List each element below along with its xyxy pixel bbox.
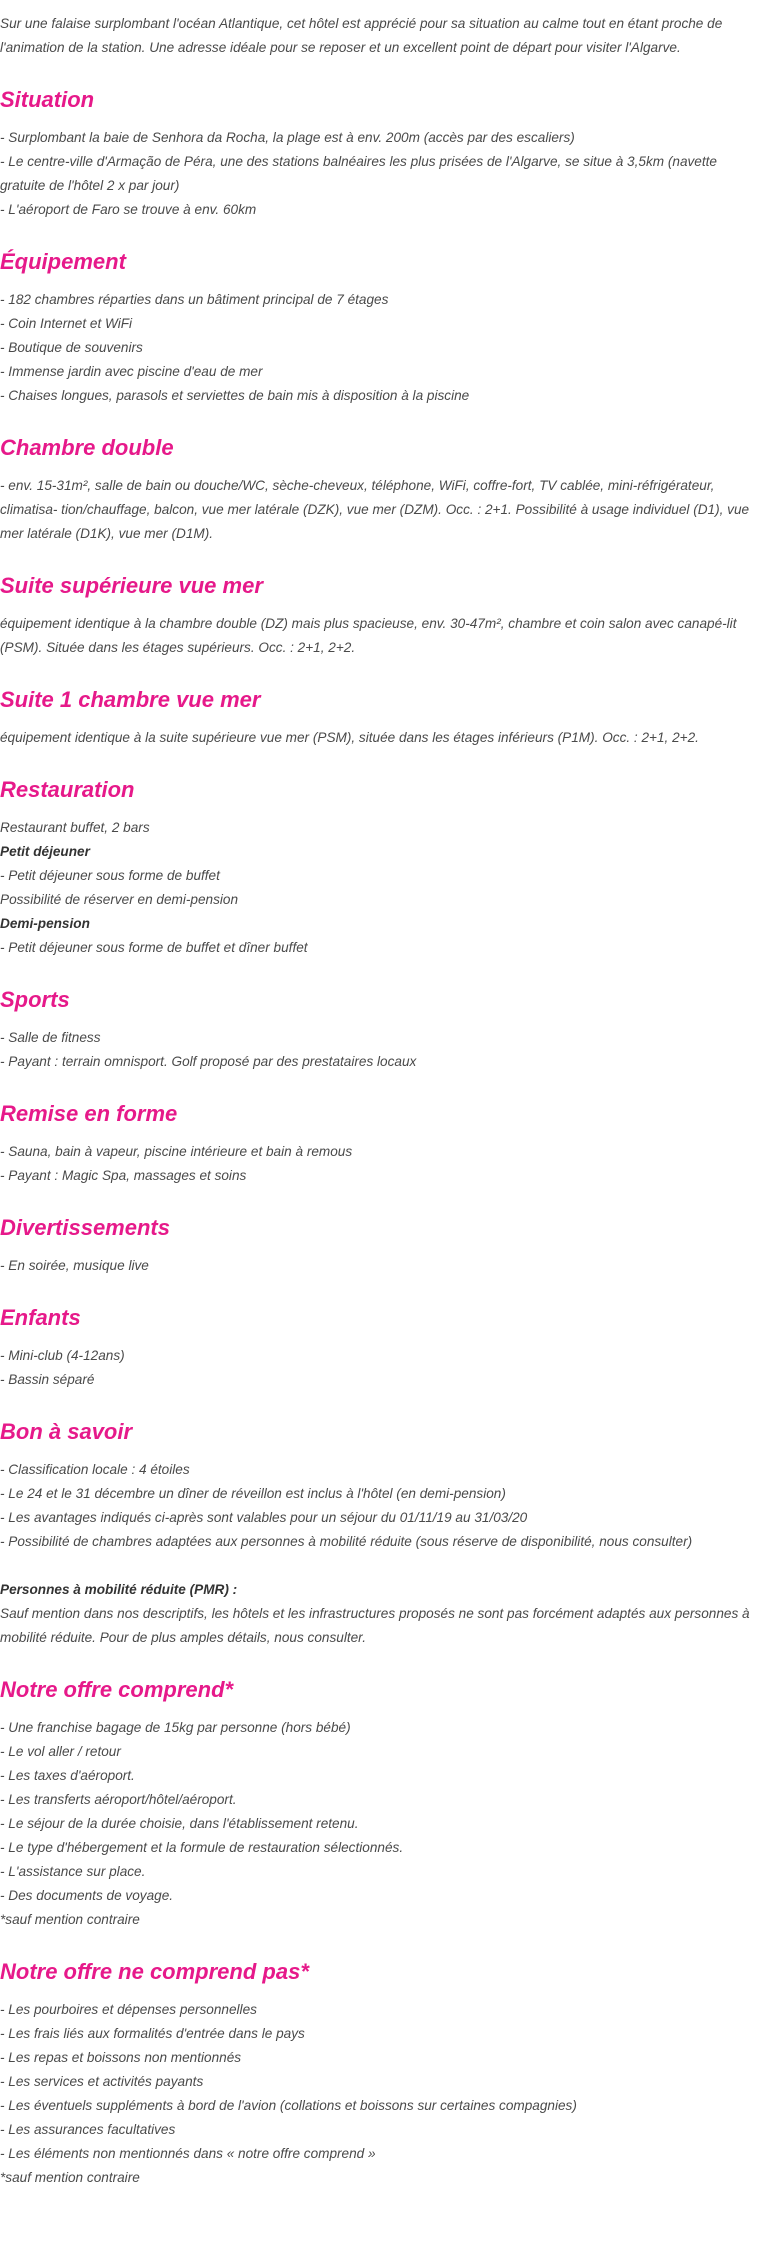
- text-line: *sauf mention contraire: [0, 1912, 140, 1927]
- text-line: - Payant : terrain omnisport. Golf proposé par des prestataires locaux: [0, 1054, 417, 1069]
- text-line: - Bassin séparé: [0, 1372, 95, 1387]
- text-line: - Le séjour de la durée choisie, dans l'établissement retenu.: [0, 1816, 359, 1831]
- section-body: [0, 1140, 758, 1188]
- section-heading: Équipement: [0, 249, 126, 274]
- text-line: *sauf mention contraire: [0, 2170, 140, 2185]
- text-line: - 182 chambres réparties dans un bâtiment principal de 7 étages: [0, 292, 389, 307]
- text-line: - Boutique de souvenirs: [0, 340, 143, 355]
- section-heading: Remise en forme: [0, 1101, 178, 1126]
- text-line: - Mini-club (4-12ans): [0, 1348, 125, 1363]
- text-line: - Chaises longues, parasols et serviettes de bain mis à disposition à la piscine: [0, 388, 470, 403]
- section-10: [0, 1418, 758, 1650]
- text-line: - Les taxes d'aéroport.: [0, 1768, 135, 1783]
- text-line: - Le type d'hébergement et la formule de restauration sélectionnés.: [0, 1840, 404, 1855]
- text-line: - Immense jardin avec piscine d'eau de mer: [0, 364, 263, 379]
- text-line: équipement identique à la chambre double (DZ) mais plus spacieuse, env. 30-47m², chambre et coin salon avec canapé-lit (PSM). Située dans les étages supérieurs. Occ. : 2+1, 2+2.: [0, 616, 737, 655]
- text-line: - Les transferts aéroport/hôtel/aéroport.: [0, 1792, 237, 1807]
- text-line: - Le 24 et le 31 décembre un dîner de réveillon est inclus à l'hôtel (en demi-pension): [0, 1486, 506, 1501]
- section-2: [0, 434, 758, 546]
- section-body: [0, 612, 758, 660]
- text-line: - Les frais liés aux formalités d'entrée dans le pays: [0, 2026, 305, 2041]
- section-body: [0, 1458, 758, 1650]
- section-5: [0, 776, 758, 960]
- section-body: [0, 1344, 758, 1392]
- text-line: - Sauna, bain à vapeur, piscine intérieure et bain à remous: [0, 1144, 353, 1159]
- sections-container: [0, 86, 758, 2190]
- text-line: - Petit déjeuner sous forme de buffet et dîner buffet: [0, 940, 308, 955]
- section-body: [0, 288, 758, 408]
- intro-paragraph: Sur une falaise surplombant l'océan Atlantique, cet hôtel est apprécié pour sa situation au calme tout en étant proche de l'animation de la station. Une adresse idéale pour se reposer et un excellent point de départ pour visiter l'Algarve.: [0, 16, 723, 55]
- section-4: [0, 686, 758, 750]
- section-heading: Restauration: [0, 777, 135, 802]
- text-line: - Salle de fitness: [0, 1030, 101, 1045]
- text-line: - Les éléments non mentionnés dans « notre offre comprend »: [0, 2146, 376, 2161]
- section-heading: Notre offre ne comprend pas*: [0, 1959, 309, 1984]
- section-heading: Chambre double: [0, 435, 174, 460]
- text-line: - Surplombant la baie de Senhora da Rocha, la plage est à env. 200m (accès par des escaliers): [0, 130, 575, 145]
- section-body: [0, 1254, 758, 1278]
- section-8: [0, 1214, 758, 1278]
- section-heading: Suite supérieure vue mer: [0, 573, 263, 598]
- text-line: - Les avantages indiqués ci-après sont valables pour un séjour du 01/11/19 au 31/03/20: [0, 1510, 528, 1525]
- text-line: - Possibilité de chambres adaptées aux personnes à mobilité réduite (sous réserve de disponibilité, nous consulter): [0, 1534, 693, 1549]
- section-3: [0, 572, 758, 660]
- section-1: [0, 248, 758, 408]
- text-line: - Les assurances facultatives: [0, 2122, 176, 2137]
- text-line: - Payant : Magic Spa, massages et soins: [0, 1168, 247, 1183]
- text-line: - Le vol aller / retour: [0, 1744, 121, 1759]
- section-heading: Sports: [0, 987, 70, 1012]
- section-body: [0, 474, 758, 546]
- section-11: [0, 1676, 758, 1932]
- text-line: - Des documents de voyage.: [0, 1888, 174, 1903]
- section-9: [0, 1304, 758, 1392]
- text-line: Restaurant buffet, 2 bars: [0, 820, 150, 835]
- section-7: [0, 1100, 758, 1188]
- section-12: [0, 1958, 758, 2190]
- subheading: Personnes à mobilité réduite (PMR) :: [0, 1582, 238, 1597]
- section-body: [0, 816, 758, 960]
- text-line: équipement identique à la suite supérieure vue mer (PSM), située dans les étages inférieurs (P1M). Occ. : 2+1, 2+2.: [0, 730, 699, 745]
- spacer-line: [0, 1554, 758, 1578]
- text-line: - Le centre-ville d'Armação de Péra, une des stations balnéaires les plus prisées de l'Algarve, se situe à 3,5km (navette gratuite de l'hôtel 2 x par jour): [0, 154, 717, 193]
- subheading: Petit déjeuner: [0, 844, 90, 859]
- text-line: - Petit déjeuner sous forme de buffet: [0, 868, 220, 883]
- section-heading: Notre offre comprend*: [0, 1677, 234, 1702]
- section-heading: Suite 1 chambre vue mer: [0, 687, 261, 712]
- section-body: [0, 126, 758, 222]
- section-body: [0, 1026, 758, 1074]
- text-line: Sauf mention dans nos descriptifs, les hôtels et les infrastructures proposés ne sont pas forcément adaptés aux personnes à mobilité réduite. Pour de plus amples détails, nous consulter.: [0, 1606, 750, 1645]
- text-line: - Les pourboires et dépenses personnelles: [0, 2002, 257, 2017]
- text-line: - En soirée, musique live: [0, 1258, 149, 1273]
- section-heading: Situation: [0, 87, 95, 112]
- section-heading: Bon à savoir: [0, 1419, 133, 1444]
- text-line: - L'aéroport de Faro se trouve à env. 60km: [0, 202, 257, 217]
- text-line: - env. 15-31m², salle de bain ou douche/WC, sèche-cheveux, téléphone, WiFi, coffre-fort, TV cablée, mini-réfrigérateur, climatisa- tion/chauffage, balcon, vue mer latérale (DZK), vue mer (DZM). Occ. : 2+1. Possibilité à usage individuel (D1), vue mer latérale (D1K), vue mer (D1M).: [0, 478, 750, 541]
- text-line: - Les repas et boissons non mentionnés: [0, 2050, 242, 2065]
- subheading: Demi-pension: [0, 916, 90, 931]
- section-6: [0, 986, 758, 1074]
- text-line: Possibilité de réserver en demi-pension: [0, 892, 239, 907]
- section-heading: Enfants: [0, 1305, 81, 1330]
- text-line: - Classification locale : 4 étoiles: [0, 1462, 190, 1477]
- section-body: [0, 1998, 758, 2190]
- section-body: [0, 1716, 758, 1932]
- section-body: [0, 726, 758, 750]
- text-line: - L'assistance sur place.: [0, 1864, 146, 1879]
- text-line: - Coin Internet et WiFi: [0, 316, 133, 331]
- section-0: [0, 86, 758, 222]
- text-line: - Une franchise bagage de 15kg par personne (hors bébé): [0, 1720, 351, 1735]
- section-heading: Divertissements: [0, 1215, 170, 1240]
- text-line: - Les éventuels suppléments à bord de l'avion (collations et boissons sur certaines compagnies): [0, 2098, 577, 2113]
- text-line: - Les services et activités payants: [0, 2074, 204, 2089]
